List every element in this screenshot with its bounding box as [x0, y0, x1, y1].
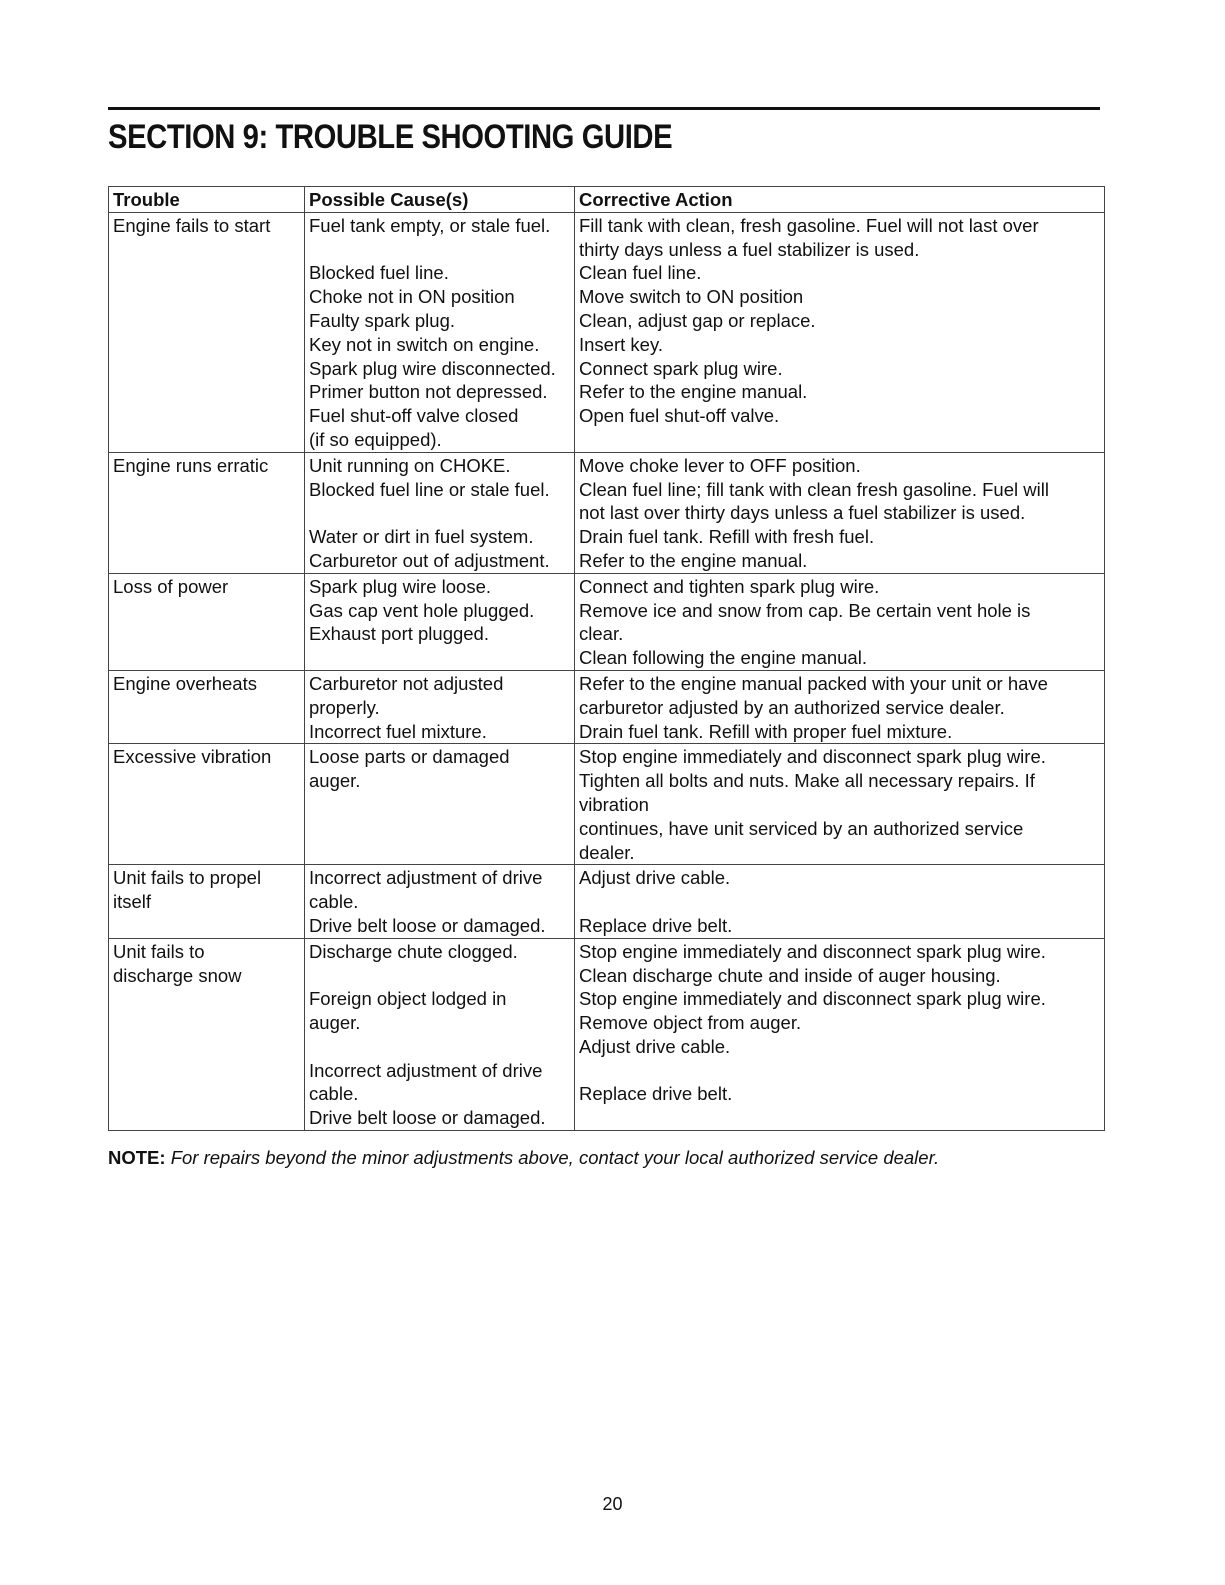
action-line: Move switch to ON position: [579, 286, 804, 308]
action-line: not last over thirty days unless a fuel stabilizer is used.: [579, 502, 1026, 524]
note-label: NOTE:: [108, 1147, 166, 1168]
action-line: Tighten all bolts and nuts. Make all necessary repairs. If: [579, 770, 1035, 792]
cause-cell: [305, 744, 575, 865]
action-cell: [575, 865, 1105, 938]
cause-line: Unit running on CHOKE.: [309, 454, 511, 476]
trouble-cell: [109, 573, 305, 670]
table-row: [109, 938, 1105, 1130]
action-line: Adjust drive cable.: [579, 1035, 731, 1057]
action-line: Refer to the engine manual.: [579, 549, 808, 571]
page-number: 20: [602, 1494, 623, 1514]
header-corrective-action: Corrective Action: [575, 187, 1105, 213]
cause-cell: [305, 212, 575, 452]
header-possible-causes: Possible Cause(s): [305, 187, 575, 213]
action-line: Clean following the engine manual.: [579, 647, 867, 669]
section-title: SECTION 9: TROUBLE SHOOTING GUIDE: [108, 118, 673, 156]
cause-line: Faulty spark plug.: [309, 309, 456, 331]
table-header-row: [109, 187, 1105, 213]
action-line: [579, 1059, 1100, 1083]
action-line: Stop engine immediately and disconnect spark plug wire.: [579, 940, 1046, 962]
table-row: [109, 452, 1105, 573]
note-text: For repairs beyond the minor adjustments above, contact your local authorized service dealer.: [170, 1147, 940, 1168]
cause-cell: [305, 865, 575, 938]
trouble-line: Engine fails to start: [113, 214, 271, 236]
action-line: clear.: [579, 623, 624, 645]
action-line: Replace drive belt.: [579, 914, 733, 936]
table-row: [109, 212, 1105, 452]
action-line: Replace drive belt.: [579, 1083, 733, 1105]
action-line: thirty days unless a fuel stabilizer is used.: [579, 238, 920, 260]
cause-line: Gas cap vent hole plugged.: [309, 599, 535, 621]
note: [108, 1147, 939, 1169]
trouble-line: Engine runs erratic: [113, 454, 269, 476]
action-line: Adjust drive cable.: [579, 867, 731, 889]
action-line: carburetor adjusted by an authorized service dealer.: [579, 696, 1005, 718]
cause-line: Loose parts or damaged: [309, 746, 510, 768]
cause-line: Fuel tank empty, or stale fuel.: [309, 214, 551, 236]
trouble-line: itself: [113, 891, 152, 913]
table-body: [109, 212, 1105, 1130]
action-line: Insert key.: [579, 333, 663, 355]
cause-line: [309, 964, 570, 988]
cause-line: [309, 1035, 570, 1059]
action-line: Fill tank with clean, fresh gasoline. Fuel will not last over: [579, 214, 1039, 236]
cause-line: Spark plug wire disconnected.: [309, 357, 556, 379]
action-line: continues, have unit serviced by an authorized service: [579, 817, 1024, 839]
action-line: Refer to the engine manual packed with your unit or have: [579, 672, 1048, 694]
trouble-line: discharge snow: [113, 964, 242, 986]
cause-line: Discharge chute clogged.: [309, 940, 518, 962]
cause-line: cable.: [309, 891, 359, 913]
action-line: Drain fuel tank. Refill with fresh fuel.: [579, 526, 875, 548]
top-rule: [108, 107, 1100, 110]
action-cell: [575, 452, 1105, 573]
action-line: Clean fuel line; fill tank with clean fresh gasoline. Fuel will: [579, 478, 1049, 500]
action-cell: [575, 573, 1105, 670]
action-line: Connect spark plug wire.: [579, 357, 783, 379]
table-row: [109, 744, 1105, 865]
action-line: Clean discharge chute and inside of auger housing.: [579, 964, 1001, 986]
trouble-line: Unit fails to propel: [113, 867, 262, 889]
cause-line: Blocked fuel line or stale fuel.: [309, 478, 550, 500]
trouble-cell: [109, 938, 305, 1130]
trouble-cell: [109, 452, 305, 573]
cause-line: Blocked fuel line.: [309, 262, 449, 284]
cause-line: Spark plug wire loose.: [309, 575, 492, 597]
cause-line: Carburetor not adjusted: [309, 672, 504, 694]
cause-line: [309, 501, 570, 525]
action-cell: [575, 744, 1105, 865]
action-line: Open fuel shut-off valve.: [579, 405, 780, 427]
action-line: dealer.: [579, 841, 635, 863]
trouble-cell: [109, 670, 305, 743]
cause-line: [309, 238, 570, 262]
trouble-line: Unit fails to: [113, 940, 205, 962]
action-line: Clean, adjust gap or replace.: [579, 309, 816, 331]
action-line: Refer to the engine manual.: [579, 381, 808, 403]
cause-cell: [305, 452, 575, 573]
cause-line: auger.: [309, 1012, 361, 1034]
table-row: [109, 865, 1105, 938]
action-line: Clean fuel line.: [579, 262, 702, 284]
troubleshooting-table: [108, 186, 1105, 1131]
cause-line: Incorrect adjustment of drive: [309, 1059, 543, 1081]
trouble-line: Engine overheats: [113, 672, 257, 694]
trouble-cell: [109, 212, 305, 452]
action-line: Remove ice and snow from cap. Be certain vent hole is: [579, 599, 1031, 621]
action-cell: [575, 938, 1105, 1130]
trouble-cell: [109, 865, 305, 938]
table-row: [109, 670, 1105, 743]
trouble-line: Excessive vibration: [113, 746, 272, 768]
table-row: [109, 573, 1105, 670]
trouble-cell: [109, 744, 305, 865]
header-trouble: Trouble: [109, 187, 305, 213]
action-line: Stop engine immediately and disconnect spark plug wire.: [579, 988, 1046, 1010]
cause-line: Water or dirt in fuel system.: [309, 526, 534, 548]
cause-line: properly.: [309, 696, 380, 718]
cause-line: Drive belt loose or damaged.: [309, 914, 546, 936]
action-cell: [575, 212, 1105, 452]
action-line: Connect and tighten spark plug wire.: [579, 575, 880, 597]
cause-line: Drive belt loose or damaged.: [309, 1107, 546, 1129]
cause-line: cable.: [309, 1083, 359, 1105]
cause-line: Incorrect adjustment of drive: [309, 867, 543, 889]
action-line: vibration: [579, 793, 649, 815]
cause-line: Primer button not depressed.: [309, 381, 548, 403]
action-cell: [575, 670, 1105, 743]
cause-line: Exhaust port plugged.: [309, 623, 489, 645]
cause-line: Foreign object lodged in: [309, 988, 507, 1010]
action-line: Drain fuel tank. Refill with proper fuel mixture.: [579, 720, 953, 742]
action-line: [579, 890, 1100, 914]
action-line: Move choke lever to OFF position.: [579, 454, 861, 476]
cause-line: Incorrect fuel mixture.: [309, 720, 487, 742]
action-line: Remove object from auger.: [579, 1012, 802, 1034]
cause-cell: [305, 573, 575, 670]
cause-line: Fuel shut-off valve closed: [309, 405, 519, 427]
cause-line: (if so equipped).: [309, 428, 442, 450]
cause-line: Carburetor out of adjustment.: [309, 549, 550, 571]
cause-line: Choke not in ON position: [309, 286, 515, 308]
cause-cell: [305, 670, 575, 743]
trouble-line: Loss of power: [113, 575, 229, 597]
cause-cell: [305, 938, 575, 1130]
action-line: Stop engine immediately and disconnect spark plug wire.: [579, 746, 1046, 768]
cause-line: auger.: [309, 770, 361, 792]
cause-line: Key not in switch on engine.: [309, 333, 540, 355]
